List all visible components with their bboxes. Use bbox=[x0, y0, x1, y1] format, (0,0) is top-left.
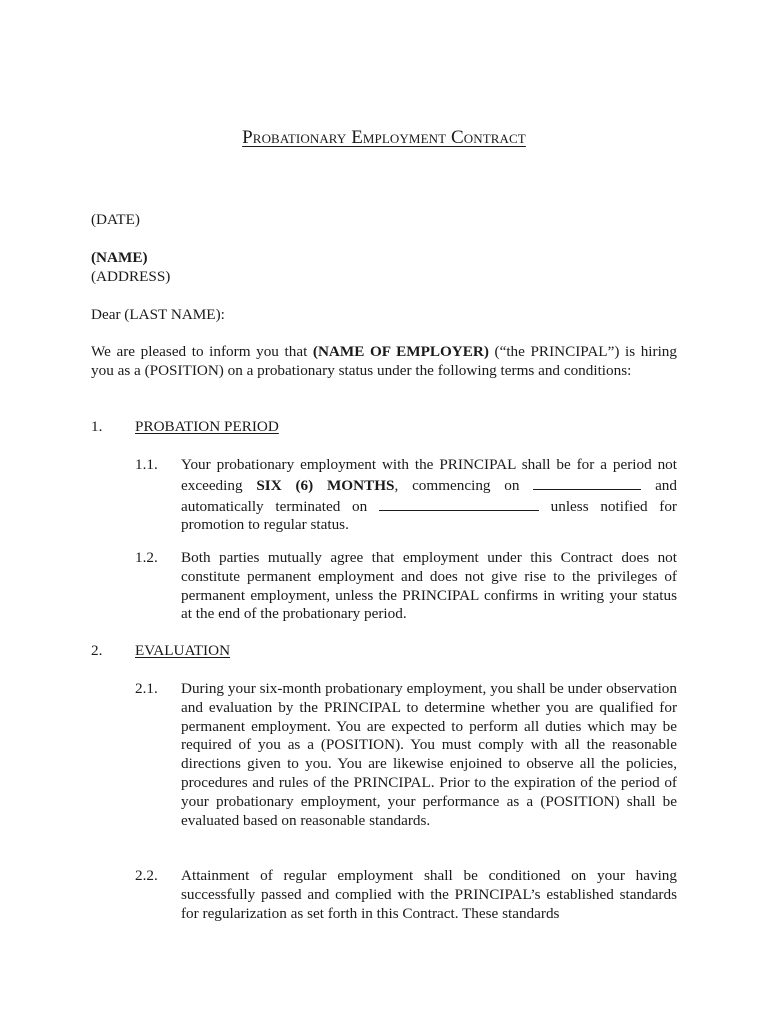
recipient-name: (NAME) bbox=[91, 249, 148, 266]
section-number: 1. bbox=[91, 418, 103, 435]
employer-name: (NAME OF EMPLOYER) bbox=[312, 343, 489, 360]
commencement-date-blank[interactable] bbox=[533, 475, 641, 490]
section-heading-evaluation: EVALUATION bbox=[135, 642, 231, 659]
document-title: Probationary Employment Contract bbox=[242, 127, 526, 148]
clause-no-permanent-employment: Both parties mutually agree that employment under this Contract does not constitute permanent employment and does not give rise to the privileges of permanent employment, unless the PRINCIPAL confirms in writing your status at the end of the probationary period. bbox=[181, 549, 677, 623]
clause-regularization-standards: Attainment of regular employment shall be conditioned on your having successfully passed and complied with the PRINCIPAL’s established standards for regularization as set forth in this Contract. These standards bbox=[181, 867, 677, 922]
section-heading-probation-period: PROBATION PERIOD bbox=[135, 418, 279, 435]
clause-text: Your probationary employment with the PRINCIPAL shall be for a period not exceeding bbox=[181, 456, 677, 494]
intro-paragraph bbox=[91, 343, 677, 381]
recipient-address: (ADDRESS) bbox=[91, 268, 171, 285]
section-number: 2. bbox=[91, 642, 103, 659]
clause-text: unless notified for promotion to regular status. bbox=[181, 497, 677, 534]
date-line: (DATE) bbox=[91, 211, 140, 228]
clause-evaluation-period: During your six-month probationary employment, you shall be under observation and evaluation by the PRINCIPAL to determine whether you are qualified for permanent employment. You are expected to perform all duties which may be required of you as a (POSITION). You must comply with all the reasonable directions given to you. You are likewise enjoined to observe all the policies, procedures and rules of the PRINCIPAL. Prior to the expiration of the period of your probationary employment, your performance as a (POSITION) shall be evaluated based on reasonable standards. bbox=[181, 680, 677, 829]
probation-duration: SIX (6) MONTHS bbox=[256, 476, 395, 494]
intro-text-start: We are pleased to inform you that bbox=[91, 343, 313, 360]
clause-number: 1.1. bbox=[135, 456, 158, 473]
clause-text: , commencing on bbox=[394, 476, 534, 494]
clause-probation-term bbox=[181, 456, 677, 535]
termination-date-blank[interactable] bbox=[379, 496, 539, 511]
salutation: Dear (LAST NAME): bbox=[91, 306, 225, 323]
clause-number: 2.2. bbox=[135, 867, 158, 884]
clause-text: and automatically terminated on bbox=[181, 476, 677, 515]
clause-number: 2.1. bbox=[135, 680, 158, 697]
clause-number: 1.2. bbox=[135, 549, 158, 566]
intro-text-end: (“the PRINCIPAL”) is hiring you as a (POSITION) on a probationary status under the following terms and conditions: bbox=[91, 343, 677, 379]
